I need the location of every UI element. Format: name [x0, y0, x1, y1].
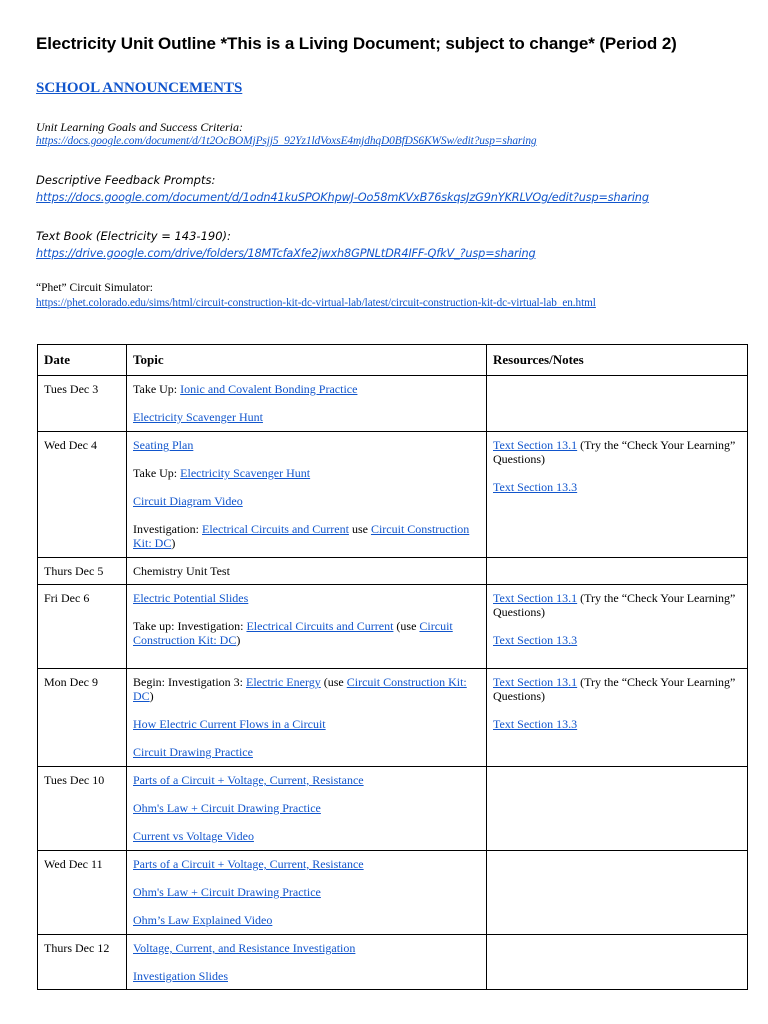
resource-link[interactable]: Text Section 13.3	[493, 717, 578, 731]
table-row	[38, 558, 748, 585]
resource-link[interactable]: Ohm's Law + Circuit Drawing Practice	[133, 801, 321, 815]
cell-paragraph	[493, 717, 741, 731]
date-cell: Tues Dec 3	[38, 376, 127, 432]
resource-link[interactable]: Parts of a Circuit + Voltage, Current, Resistance	[133, 857, 364, 871]
cell-paragraph	[133, 969, 480, 983]
resource-link[interactable]: Circuit Diagram Video	[133, 494, 243, 508]
resource-link[interactable]: Electric Potential Slides	[133, 591, 249, 605]
topic-cell	[127, 935, 487, 990]
cell-paragraph	[133, 466, 480, 480]
date-cell: Tues Dec 10	[38, 767, 127, 851]
cell-text: (use	[393, 619, 420, 633]
cell-paragraph	[133, 857, 480, 871]
topic-cell	[127, 376, 487, 432]
table-header-row	[38, 345, 748, 376]
resource-link[interactable]: Electrical Circuits and Current	[246, 619, 394, 633]
topic-cell	[127, 432, 487, 558]
resource-link[interactable]: Circuit Construction Kit: DC	[133, 675, 467, 703]
resource-link[interactable]: Circuit Construction Kit: DC	[133, 619, 453, 647]
cell-paragraph	[133, 829, 480, 843]
date-cell: Wed Dec 11	[38, 851, 127, 935]
table-row	[38, 851, 748, 935]
cell-text: use	[348, 522, 371, 536]
textbook-link[interactable]: https://drive.google.com/drive/folders/18MTcfaXfe2jwxh8GPNLtDR4IFF-QfkV_?usp=sharing	[36, 247, 536, 260]
date-cell: Mon Dec 9	[38, 669, 127, 767]
table-row	[38, 432, 748, 558]
feedback-prompts-ref	[36, 171, 649, 207]
cell-text: (Try the “Check Your Learning” Questions)	[493, 438, 736, 466]
notes-cell	[487, 767, 748, 851]
resource-link[interactable]: Ohm’s Law Explained Video	[133, 913, 273, 927]
cell-paragraph	[133, 717, 480, 731]
feedback-prompts-label: Descriptive Feedback Prompts:	[36, 173, 216, 187]
schedule-body	[38, 376, 748, 990]
date-cell: Fri Dec 6	[38, 585, 127, 669]
cell-paragraph	[133, 885, 480, 899]
cell-paragraph	[133, 438, 480, 452]
header-resources: Resources/Notes	[487, 345, 748, 376]
notes-cell	[487, 432, 748, 558]
header-topic: Topic	[127, 345, 487, 376]
notes-cell	[487, 935, 748, 990]
textbook-label: Text Book (Electricity = 143-190):	[36, 229, 231, 243]
topic-cell	[127, 669, 487, 767]
resource-link[interactable]: Text Section 13.1	[493, 438, 578, 452]
table-row	[38, 767, 748, 851]
cell-text: Take Up:	[133, 382, 181, 396]
cell-paragraph	[133, 522, 480, 550]
cell-paragraph	[493, 591, 741, 619]
feedback-prompts-link[interactable]: https://docs.google.com/document/d/1odn41kuSPOKhpwJ-Oo58mKVxB76skqsJzG9nYKRLVOg/edit?usp=sharing	[36, 191, 649, 204]
cell-text: )	[236, 633, 241, 647]
notes-cell	[487, 851, 748, 935]
cell-paragraph	[133, 564, 480, 578]
cell-paragraph	[133, 619, 480, 647]
phet-simulator-label: “Phet” Circuit Simulator:	[36, 282, 153, 294]
resource-link[interactable]: Electric Energy	[246, 675, 321, 689]
cell-paragraph	[133, 801, 480, 815]
date-cell: Thurs Dec 12	[38, 935, 127, 990]
cell-paragraph	[493, 675, 741, 703]
cell-paragraph	[493, 633, 741, 647]
cell-text: Chemistry Unit Test	[133, 564, 230, 578]
resource-link[interactable]: Electricity Scavenger Hunt	[133, 410, 263, 424]
cell-text: (use	[320, 675, 347, 689]
topic-cell	[127, 851, 487, 935]
learning-goals-label: Unit Learning Goals and Success Criteria:	[36, 120, 243, 134]
notes-cell	[487, 585, 748, 669]
resource-link[interactable]: Text Section 13.1	[493, 591, 578, 605]
cell-text: Take up: Investigation:	[133, 619, 247, 633]
cell-paragraph	[133, 913, 480, 927]
resource-link[interactable]: Circuit Drawing Practice	[133, 745, 253, 759]
resource-link[interactable]: Text Section 13.1	[493, 675, 578, 689]
resource-link[interactable]: Ohm's Law + Circuit Drawing Practice	[133, 885, 321, 899]
cell-paragraph	[133, 410, 480, 424]
resource-link[interactable]: Circuit Construction Kit: DC	[133, 522, 470, 550]
learning-goals-link[interactable]: https://docs.google.com/document/d/1t2OcBOMjPsjj5_92Yz1ldVoxsE4mjdhqD0BfDS6KWSw/edit?usp=sharing	[36, 135, 537, 147]
resource-link[interactable]: Ionic and Covalent Bonding Practice	[180, 382, 358, 396]
resource-link[interactable]: Text Section 13.3	[493, 633, 578, 647]
cell-text: Take Up:	[133, 466, 181, 480]
notes-cell	[487, 376, 748, 432]
topic-cell	[127, 558, 487, 585]
resource-link[interactable]: How Electric Current Flows in a Circuit	[133, 717, 326, 731]
resource-link[interactable]: Seating Plan	[133, 438, 194, 452]
resource-link[interactable]: Text Section 13.3	[493, 480, 578, 494]
header-date: Date	[38, 345, 127, 376]
topic-cell	[127, 585, 487, 669]
cell-text: )	[149, 689, 154, 703]
table-row	[38, 585, 748, 669]
table-row	[38, 669, 748, 767]
notes-cell	[487, 669, 748, 767]
resource-link[interactable]: Electricity Scavenger Hunt	[180, 466, 311, 480]
table-row	[38, 376, 748, 432]
cell-paragraph	[133, 382, 480, 396]
resource-link[interactable]: Parts of a Circuit + Voltage, Current, Resistance	[133, 773, 364, 787]
schedule-table	[37, 344, 748, 990]
cell-text: (Try the “Check Your Learning” Questions)	[493, 591, 736, 619]
cell-paragraph	[493, 480, 741, 494]
cell-paragraph	[133, 494, 480, 508]
cell-text: (Try the “Check Your Learning” Questions)	[493, 675, 736, 703]
cell-paragraph	[493, 438, 741, 466]
cell-paragraph	[133, 773, 480, 787]
school-announcements-link[interactable]: SCHOOL ANNOUNCEMENTS	[36, 80, 243, 96]
date-cell: Wed Dec 4	[38, 432, 127, 558]
textbook-ref	[36, 227, 536, 263]
cell-text: Begin: Investigation 3:	[133, 675, 246, 689]
cell-paragraph	[133, 591, 480, 605]
phet-simulator-link[interactable]: https://phet.colorado.edu/sims/html/circuit-construction-kit-dc-virtual-lab/latest/circuit-construction-kit-dc-virtual-lab_en.html	[36, 297, 596, 309]
resource-link[interactable]: Investigation Slides	[133, 969, 228, 983]
resource-link[interactable]: Current vs Voltage Video	[133, 829, 254, 843]
resource-link[interactable]: Voltage, Current, and Resistance Investigation	[133, 941, 356, 955]
cell-paragraph	[133, 941, 480, 955]
cell-text: )	[171, 536, 176, 550]
notes-cell	[487, 558, 748, 585]
page-title: Electricity Unit Outline *This is a Living Document; subject to change* (Period 2)	[36, 34, 677, 53]
phet-simulator-ref	[36, 281, 596, 311]
resource-link[interactable]: Electrical Circuits and Current	[202, 522, 349, 536]
table-row	[38, 935, 748, 990]
topic-cell	[127, 767, 487, 851]
cell-text: Investigation:	[133, 522, 202, 536]
cell-paragraph	[133, 745, 480, 759]
cell-paragraph	[133, 675, 480, 703]
date-cell: Thurs Dec 5	[38, 558, 127, 585]
learning-goals-ref	[36, 120, 537, 147]
